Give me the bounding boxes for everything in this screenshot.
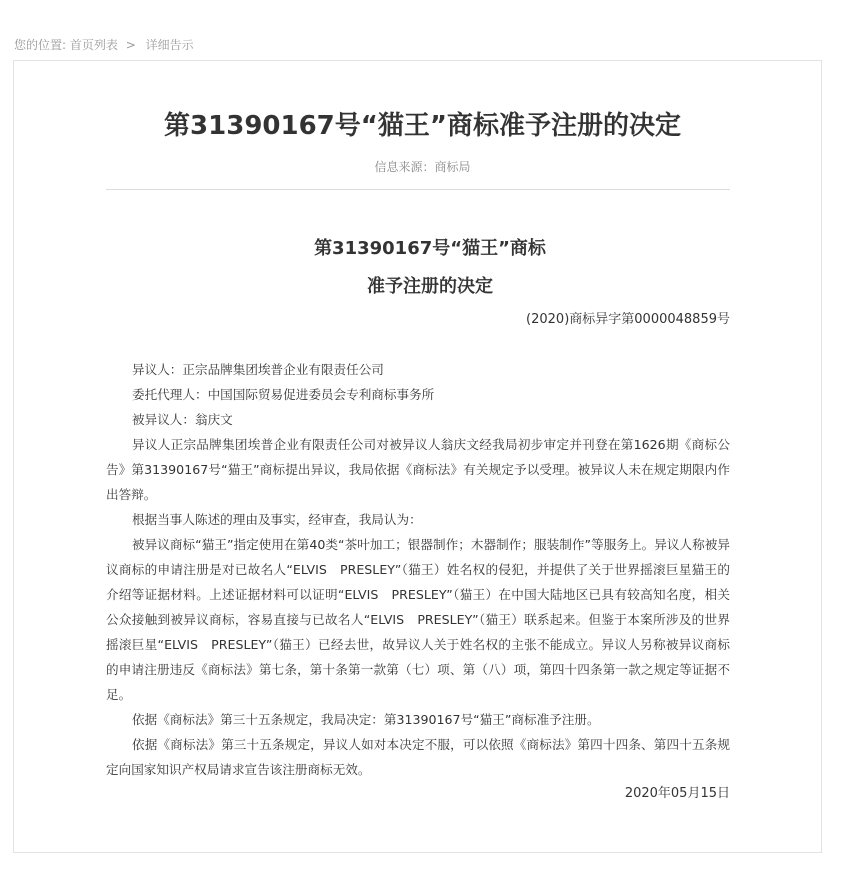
paragraph-agent: 委托代理人：中国国际贸易促进委员会专利商标事务所 <box>132 387 435 402</box>
breadcrumb-prefix: 您的位置: <box>14 38 67 52</box>
paragraph-respondent: 被异议人：翁庆文 <box>132 412 233 427</box>
doc-title-line2: 准予注册的决定 <box>367 276 493 297</box>
document-number: (2020)商标异字第0000048859号 <box>526 312 730 327</box>
paragraph-opponent: 异议人：正宗品牌集团埃普企业有限责任公司 <box>132 362 384 377</box>
paragraph-decision: 依据《商标法》第三十五条规定，我局决定：第31390167号“猫王”商标准予注册。 <box>132 712 600 727</box>
article-body <box>106 357 730 782</box>
doc-title-line1: 第31390167号“猫王”商标 <box>314 238 546 259</box>
title-divider <box>106 189 730 190</box>
decision-date: 2020年05月15日 <box>624 786 730 801</box>
paragraph-appeal-notice: 依据《商标法》第三十五条规定，异议人如对本决定不服，可以依照《商标法》第四十四条、第四十五条规定向国家知识产权局请求宣告该注册商标无效。 <box>106 737 730 777</box>
breadcrumb-home-link[interactable]: 首页列表 <box>69 38 118 52</box>
page-title: 第31390167号“猫王”商标准予注册的决定 <box>164 111 681 141</box>
paragraph-review-findings: 被异议商标“猫王”指定使用在第40类“茶叶加工；银器制作；木器制作；服装制作”等服务上。异议人称被异议商标的申请注册是对已故名人“ELVIS PRESLEY”（猫王）姓名权的侵犯，并提供了关于世界摇滚巨星猫王的介绍等证据材料。上述证据材料可以证明“ELVIS PRESLEY”（猫王）在中国大陆地区已具有较高知名度，相关公众接触到被异议商标，容易直接与已故名人“ELVIS PRESLEY”（猫王）联系起来。但鉴于本案所涉及的世界摇滚巨星“ELVIS PRESLEY”（猫王）已经去世，故异议人关于姓名权的主张不能成立。异议人另称被异议商标的申请注册违反《商标法》第七条，第十条第一款第（七）项、第（八）项，第四十四条第一款之规定等证据不足。 <box>106 537 730 702</box>
breadcrumb <box>14 36 194 54</box>
info-source: 信息来源：商标局 <box>374 160 471 174</box>
paragraph-case-background: 异议人正宗品牌集团埃普企业有限责任公司对被异议人翁庆文经我局初步审定并刊登在第1626期《商标公告》第31390167号“猫王”商标提出异议，我局依据《商标法》有关规定予以受理。被异议人未在规定期限内作出答辩。 <box>106 437 730 502</box>
paragraph-review-intro: 根据当事人陈述的理由及事实，经审查，我局认为： <box>132 512 422 527</box>
breadcrumb-separator: > <box>125 38 136 52</box>
breadcrumb-current: 详细告示 <box>145 38 194 52</box>
